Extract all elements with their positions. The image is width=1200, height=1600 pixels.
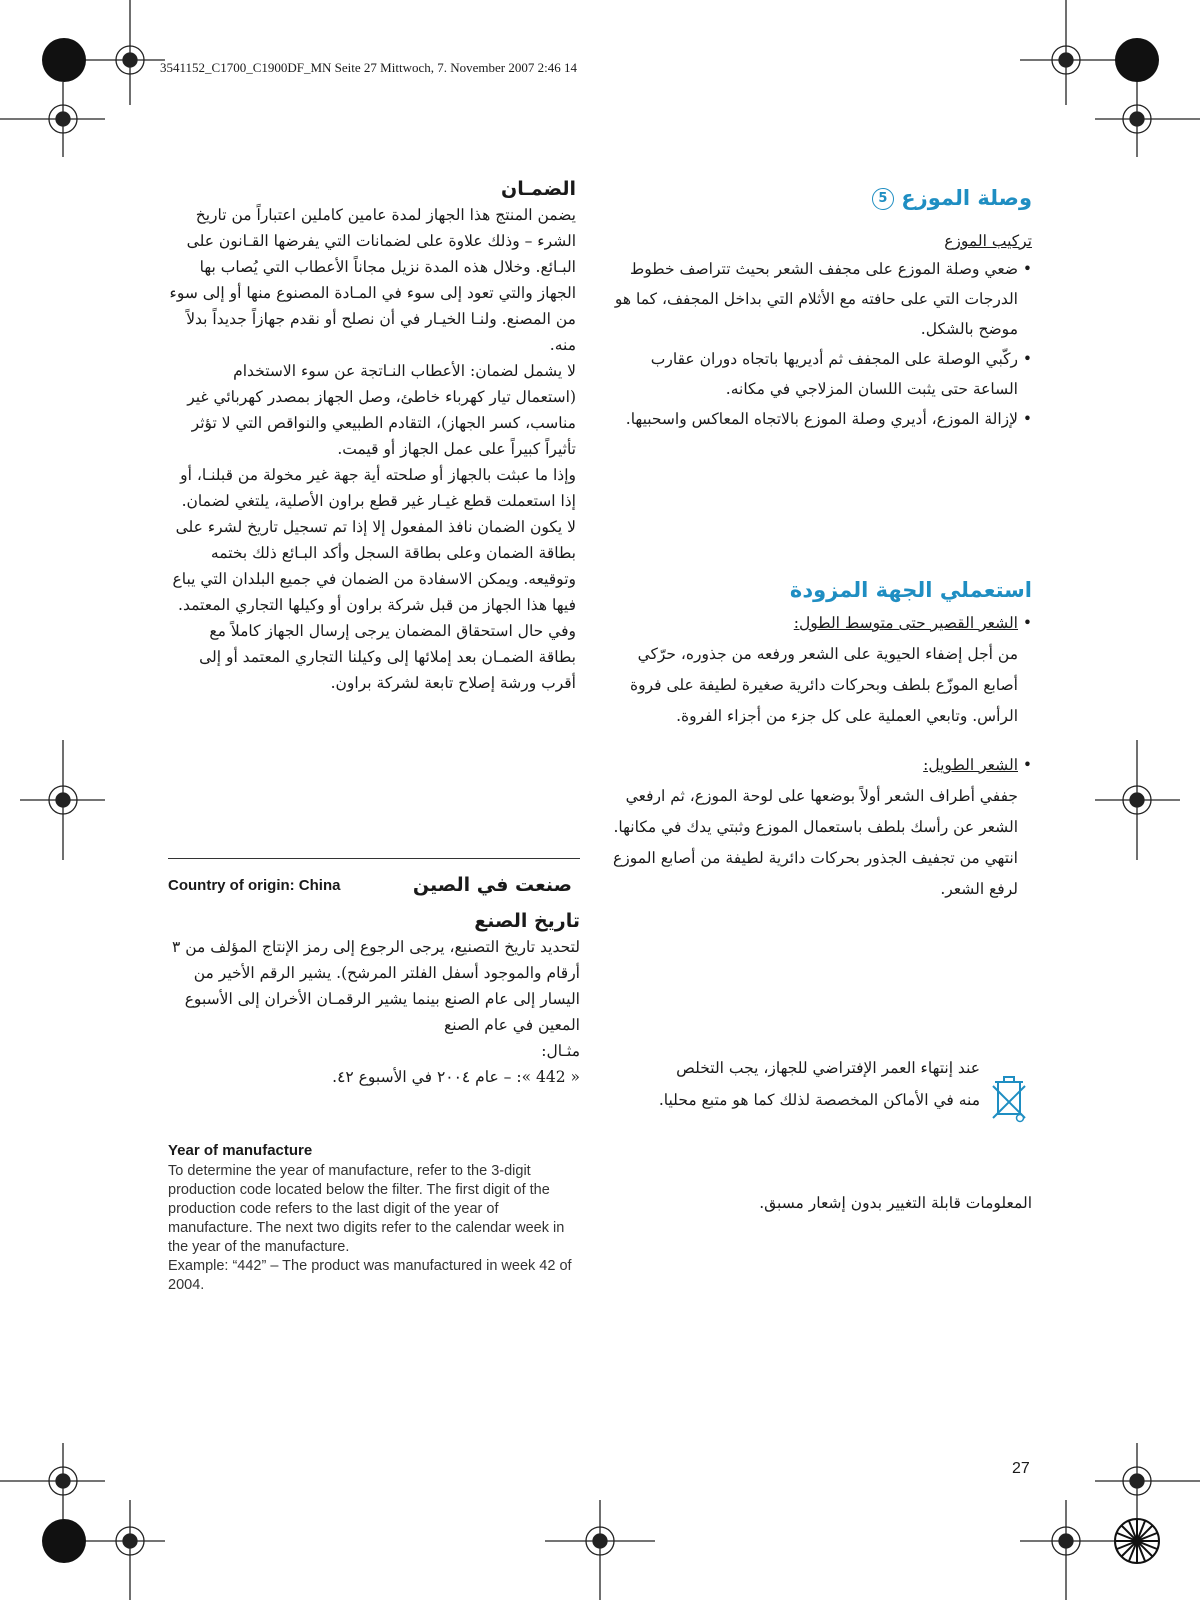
usage-item-label: الشعر القصير حتى متوسط الطول: [793, 614, 1018, 632]
list-item: • ركّبي الوصلة على المجفف ثم أديريها باتجاه دوران عقارب الساعة حتى يثبت اللسان المزلاجي في مكانه. [650, 350, 1032, 398]
list-item: • الشعر الطويل: جففي أطراف الشعر أولاً بوضعها على لوحة الموزع، ثم ارفعي الشعر عن رأسك بلطف باستعمال الموزع وثبتي يدك في مكانها. انتهي من تجفيف الجذور بحركات دائرية لطيفة من أصابع الموزع لرفع الشعر. [612, 750, 1032, 905]
guarantee-title: الضمـان [501, 178, 576, 200]
origin-english: Country of origin: China [168, 877, 341, 894]
manufacture-title-en: Year of manufacture [168, 1142, 313, 1159]
diffuser-bullet-text: لإزالة الموزع، أديري وصلة الموزع بالاتجاه المعاكس واسحبيها. [625, 410, 1018, 428]
manufacture-text-en: To determine the year of manufacture, refer to the 3-digit production code located below the filter. The first digit of the production code refers to the last digit of the year of manufacture. The next two digits refer to the calendar week in the year of the manufacture. [168, 1163, 565, 1255]
guarantee-paragraph: لا يشمل لضمان: الأعطاب النـاتجة عن سوء الاستخدام (استعمال تيار كهرباء خاطئ، وصل الجهاز بمصدر كهربائي غير مناسب، كسر الجهاز)، التقادم الطبيعي والنواقص التي لا تؤثر تأثيراً كبيراً على عمل الجهاز أو قيمت. [187, 362, 576, 458]
manufacture-english-section [168, 1142, 580, 1295]
manufacture-example-ar: « 442 »: – عام ٢٠٠٤ في الأسبوع ٤٢. [332, 1068, 580, 1086]
usage-items [612, 608, 1032, 905]
guarantee-paragraph: وفي حال استحقاق المضمان يرجى إرسال الجهاز كاملاً مع بطاقة الضمـان بعد إملائها إلى وكيلنا التجاري المعتمد أو إلى أقرب ورشة إصلاح تابعة لشركة براون. [199, 622, 576, 692]
manufacture-example-label-ar: مثـال: [541, 1042, 580, 1060]
section-divider [168, 858, 580, 859]
diffuser-title [612, 186, 1032, 210]
origin-arabic: صنعت في الصين [412, 874, 572, 896]
list-item: • لإزالة الموزع، أديري وصلة الموزع بالاتجاه المعاكس واسحبيها. [625, 410, 1032, 428]
usage-item-label: الشعر الطويل: [923, 756, 1018, 774]
usage-item-text: جففي أطراف الشعر أولاً بوضعها على لوحة الموزع، ثم ارفعي الشعر عن رأسك بلطف باستعمال الموزع وثبتي يدك في مكانها. انتهي من تجفيف الجذور بحركات دائرية لطيفة من أصابع الموزع لرفع الشعر. [613, 787, 1018, 898]
guarantee-paragraph: وإذا ما عبثت بالجهاز أو صلحته أية جهة غير مخولة من قبلنـا، أو إذا استعملت قطع غيـار غير قطع براون الأصلية، يلتغي لضمان. [180, 466, 576, 510]
diffuser-bullet-text: ضعي وصلة الموزع على مجفف الشعر بحيث تتراصف خطوط الدرجات التي على حافته مع الأثلام التي بداخل المجفف، كما هو موضح بالشكل. [614, 260, 1018, 338]
guarantee-section [168, 178, 576, 696]
diffuser-title-text: وصلة الموزع [901, 186, 1032, 210]
diffuser-subtitle: تركيب الموزع [944, 232, 1032, 250]
crossed-bin-icon [990, 1072, 1030, 1130]
disposal-text: عند إنتهاء العمر الإفتراضي للجهاز، يجب التخلص منه في الأماكن المخصصة لذلك كما هو متبع محليا. [658, 1059, 980, 1109]
guarantee-paragraph: لا يكون الضمان نافذ المفعول إلا إذا تم تسجيل تاريخ لشرء على بطاقة الضمان وعلى بطاقة السجل وأكد البـائع ذلك بختمه وتوقيعه. ويمكن الاسفادة من الضمان في جميع البلدان التي يباع فيها هذا الجهاز من قبل شركة براون أو وكيلها التجاري المعتمد. [172, 518, 576, 614]
manufacture-title-ar: تاريخ الصنع [474, 910, 580, 932]
usage-title: استعملي الجهة المزودة [789, 578, 1032, 602]
list-item: • ضعي وصلة الموزع على مجفف الشعر بحيث تتراصف خطوط الدرجات التي على حافته مع الأثلام التي بداخل المجفف، كما هو موضح بالشكل. [614, 260, 1032, 338]
list-item: • الشعر القصير حتى متوسط الطول: من أجل إضفاء الحيوية على الشعر ورفعه من جذوره، حرّكي أصابع الموزّع بلطف وبحركات دائرية صغيرة لطيفة على فروة الرأس. وتابعي العملية على كل جزء من أجزاء الفروة. [612, 608, 1032, 732]
diffuser-bullets [612, 254, 1032, 434]
manufacture-example-en: Example: “442” – The product was manufactured in week 42 of 2004. [168, 1258, 572, 1293]
guarantee-paragraph: يضمن المنتج هذا الجهاز لمدة عامين كاملين اعتباراً من تاريخ الشرء – وذلك علاوة على لضمانات التي يفرضها القـانون على البـائع. وخلال هذه المدة نزيل مجاناً الأعطاب التي يُصاب بها الجهاز والتي تعود إلى سوء في المـادة المصنوع منها أو إلى سوء من المصنع. ولنـا الخيـار في أن نصلح أو نقدم جهازاً جديداً بدلاً منه. [169, 206, 576, 354]
usage-section [612, 578, 1032, 905]
page-number: 27 [1012, 1460, 1030, 1477]
manufacture-arabic-section [168, 910, 580, 1090]
usage-item-text: من أجل إضفاء الحيوية على الشعر ورفعه من جذوره، حرّكي أصابع الموزّع بلطف وبحركات دائرية صغيرة لطيفة على فروة الرأس. وتابعي العملية على كل جزء من أجزاء الفروة. [630, 645, 1018, 725]
print-header: 3541152_C1700_C1900DF_MN Seite 27 Mittwoch, 7. November 2007 2:46 14 [160, 60, 577, 75]
guarantee-body [168, 202, 576, 696]
diffuser-section [612, 186, 1032, 434]
diffuser-number-badge: 5 [872, 188, 894, 210]
change-notice: المعلومات قابلة التغيير بدون إشعار مسبق. [759, 1194, 1032, 1212]
manufacture-body-ar [168, 934, 580, 1090]
manufacture-paragraph-ar: لتحديد تاريخ التصنيع، يرجى الرجوع إلى رمز الإنتاج المؤلف من ٣ أرقام والموجود أسفل الفلتر المرشح). يشير الرقم الأخير من اليسار إلى عام الصنع بينما يشير الرقمـان الأخران إلى الأسبوع المعين في عام الصنع [172, 938, 580, 1034]
diffuser-bullet-text: ركّبي الوصلة على المجفف ثم أديريها باتجاه دوران عقارب الساعة حتى يثبت اللسان المزلاجي في مكانه. [650, 350, 1018, 398]
